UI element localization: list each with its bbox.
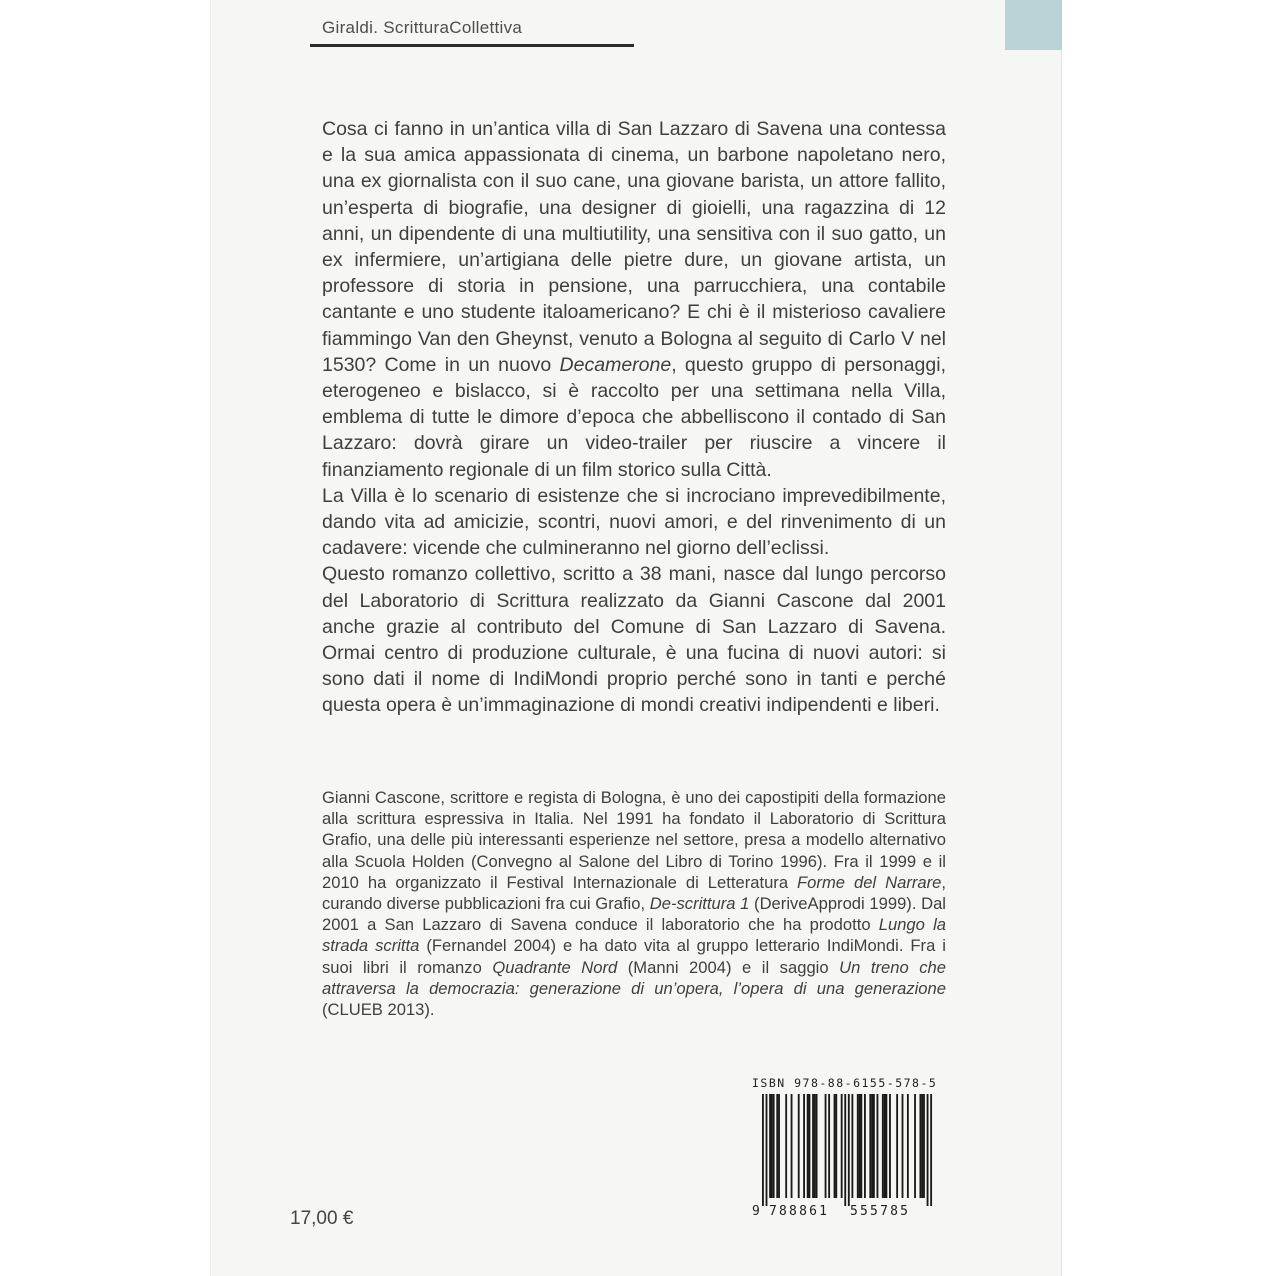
barcode-bar (869, 1094, 871, 1198)
barcode-bar (773, 1094, 775, 1198)
barcode-bar (841, 1094, 843, 1198)
barcode-bar (834, 1094, 836, 1198)
barcode-bar (771, 1094, 773, 1198)
barcode-bar (809, 1094, 811, 1198)
isbn-barcode (752, 1094, 934, 1218)
barcode-bar (884, 1094, 886, 1198)
barcode-bar (785, 1094, 787, 1198)
barcode-bar (769, 1094, 771, 1198)
barcode-bar (776, 1094, 778, 1198)
barcode-bar (896, 1094, 898, 1198)
barcode-bar (803, 1094, 805, 1198)
price-label: 17,00 € (290, 1208, 354, 1229)
series-underline (310, 44, 634, 47)
barcode-bar (859, 1094, 861, 1198)
barcode-bar (871, 1094, 873, 1198)
barcode-bar (807, 1094, 809, 1198)
barcode-bar (864, 1094, 866, 1198)
barcode-bar (902, 1094, 904, 1198)
barcode-bar (907, 1094, 909, 1198)
barcode-bar (851, 1094, 853, 1198)
barcode-bar (877, 1094, 879, 1198)
barcode-bar (885, 1094, 887, 1198)
barcode-bar (923, 1094, 925, 1198)
series-title: Giraldi. ScritturaCollettiva (322, 18, 523, 37)
barcode-bar (766, 1094, 768, 1206)
barcode-bar (844, 1094, 846, 1206)
barcode-bar (882, 1094, 884, 1198)
barcode-bar (778, 1094, 780, 1198)
barcode-bar (814, 1094, 816, 1198)
barcode-bar (930, 1094, 932, 1206)
author-bio: Gianni Cascone, scrittore e regista di Bologna, è uno dei capostipiti della formazione alla scrittura espressiva in Italia. Nel 1991 ha fondato il Laboratorio di Scrittura Grafio, una delle più interessanti esperienze nel settore, presa a modello alternativo alla Scuola Holden (Convegno al Salone del Libro di Torino 1996). Fra il 1999 e il 2010 ha organizzato il Festival Internazionale di Letteratura Forme del Narrare, curando diverse pubblicazioni fra cui Grafio, De-scrittura 1 (DeriveApprodi 1999). Dal 2001 a San Lazzaro di Savena conduce il laboratorio che ha prodotto Lungo la strada scritta (Fernandel 2004) e ha dato vita al gruppo letterario IndiMondi. Fra i suoi libri il romanzo Quadrante Nord (Manni 2004) e il saggio Un treno che attraversa la democrazia: generazione di un’opera, l’opera di una generazione (CLUEB 2013). (322, 788, 946, 1020)
barcode-bar (798, 1094, 800, 1198)
barcode-bar (825, 1094, 827, 1198)
barcode-bar (927, 1094, 929, 1206)
barcode-bar (919, 1094, 921, 1198)
blurb-paragraph-2: La Villa è lo scenario di esistenze che si incrociano imprevedibilmente, dando vita ad amicizie, scontri, nuovi amori, e del rinvenimento di un cadavere: vicende che culmineranno nel giorno dell’eclissi. (322, 484, 946, 560)
blurb-paragraph-3: Questo romanzo collettivo, scritto a 38 mani, nasce dal lungo percorso del Laboratorio di Scrittura realizzato da Gianni Cascone dal 2001 anche grazie al contributo del Comune di San Lazzaro di Savena. Ormai centro di produzione culturale, è una fucina di nuovi autori: si sono dati il nome di IndiMondi proprio perché sono in tanti e perché questa opera è un’immaginazione di mondi creativi indipendenti e liberi. (322, 563, 946, 717)
barcode-bar (889, 1094, 891, 1198)
barcode-bar (812, 1094, 814, 1198)
barcode-bar (857, 1094, 859, 1198)
cover-color-tab (1005, 0, 1062, 50)
book-blurb (322, 116, 946, 719)
barcode-bar (914, 1094, 916, 1198)
barcode-bar (873, 1094, 875, 1198)
barcode-bar (816, 1094, 818, 1198)
barcode-bar (828, 1094, 830, 1198)
barcode-bar (762, 1094, 764, 1206)
isbn-label: ISBN 978-88-6155-578-5 (752, 1076, 938, 1090)
barcode-bar (860, 1094, 862, 1198)
barcode-bar (835, 1094, 837, 1198)
barcode-bar (791, 1094, 793, 1198)
barcode-first-digit: 9 (752, 1204, 760, 1218)
barcode-right-digits: 555785 (850, 1204, 911, 1218)
blurb-paragraph-1: Cosa ci fanno in un’antica villa di San Lazzaro di Savena una contessa e la sua amica appassionata di cinema, un barbone napoletano nero, una ex giornalista con il suo cane, una giovane barista, un attore fallito, un’esperta di biografie, una designer di gioielli, una ragazzina di 12 anni, un dipendente di una multiutility, una sensitiva con il suo gatto, un ex infermiere, un’artigiana delle pietre dure, un giovane artista, un professore di storia in pensione, una parrucchiera, una contabile cantante e uno studente italoamericano? E chi è il misterioso cavaliere fiammingo Van den Gheynst, venuto a Bologna al seguito di Carlo V nel 1530? Come in un nuovo Decamerone, questo gruppo di personaggi, eterogeneo e bislacco, si è raccolto per una settimana nella Villa, emblema di tutte le dimore d’epoca che abbelliscono il contado di San Lazzaro: dovrà girare un video-trailer per riuscire a vincere il finanziamento regionale di un film storico sulla Città. (322, 118, 946, 481)
barcode-bar (921, 1094, 923, 1198)
barcode-left-digits: 788861 (769, 1204, 830, 1218)
barcode-bar (848, 1094, 850, 1206)
